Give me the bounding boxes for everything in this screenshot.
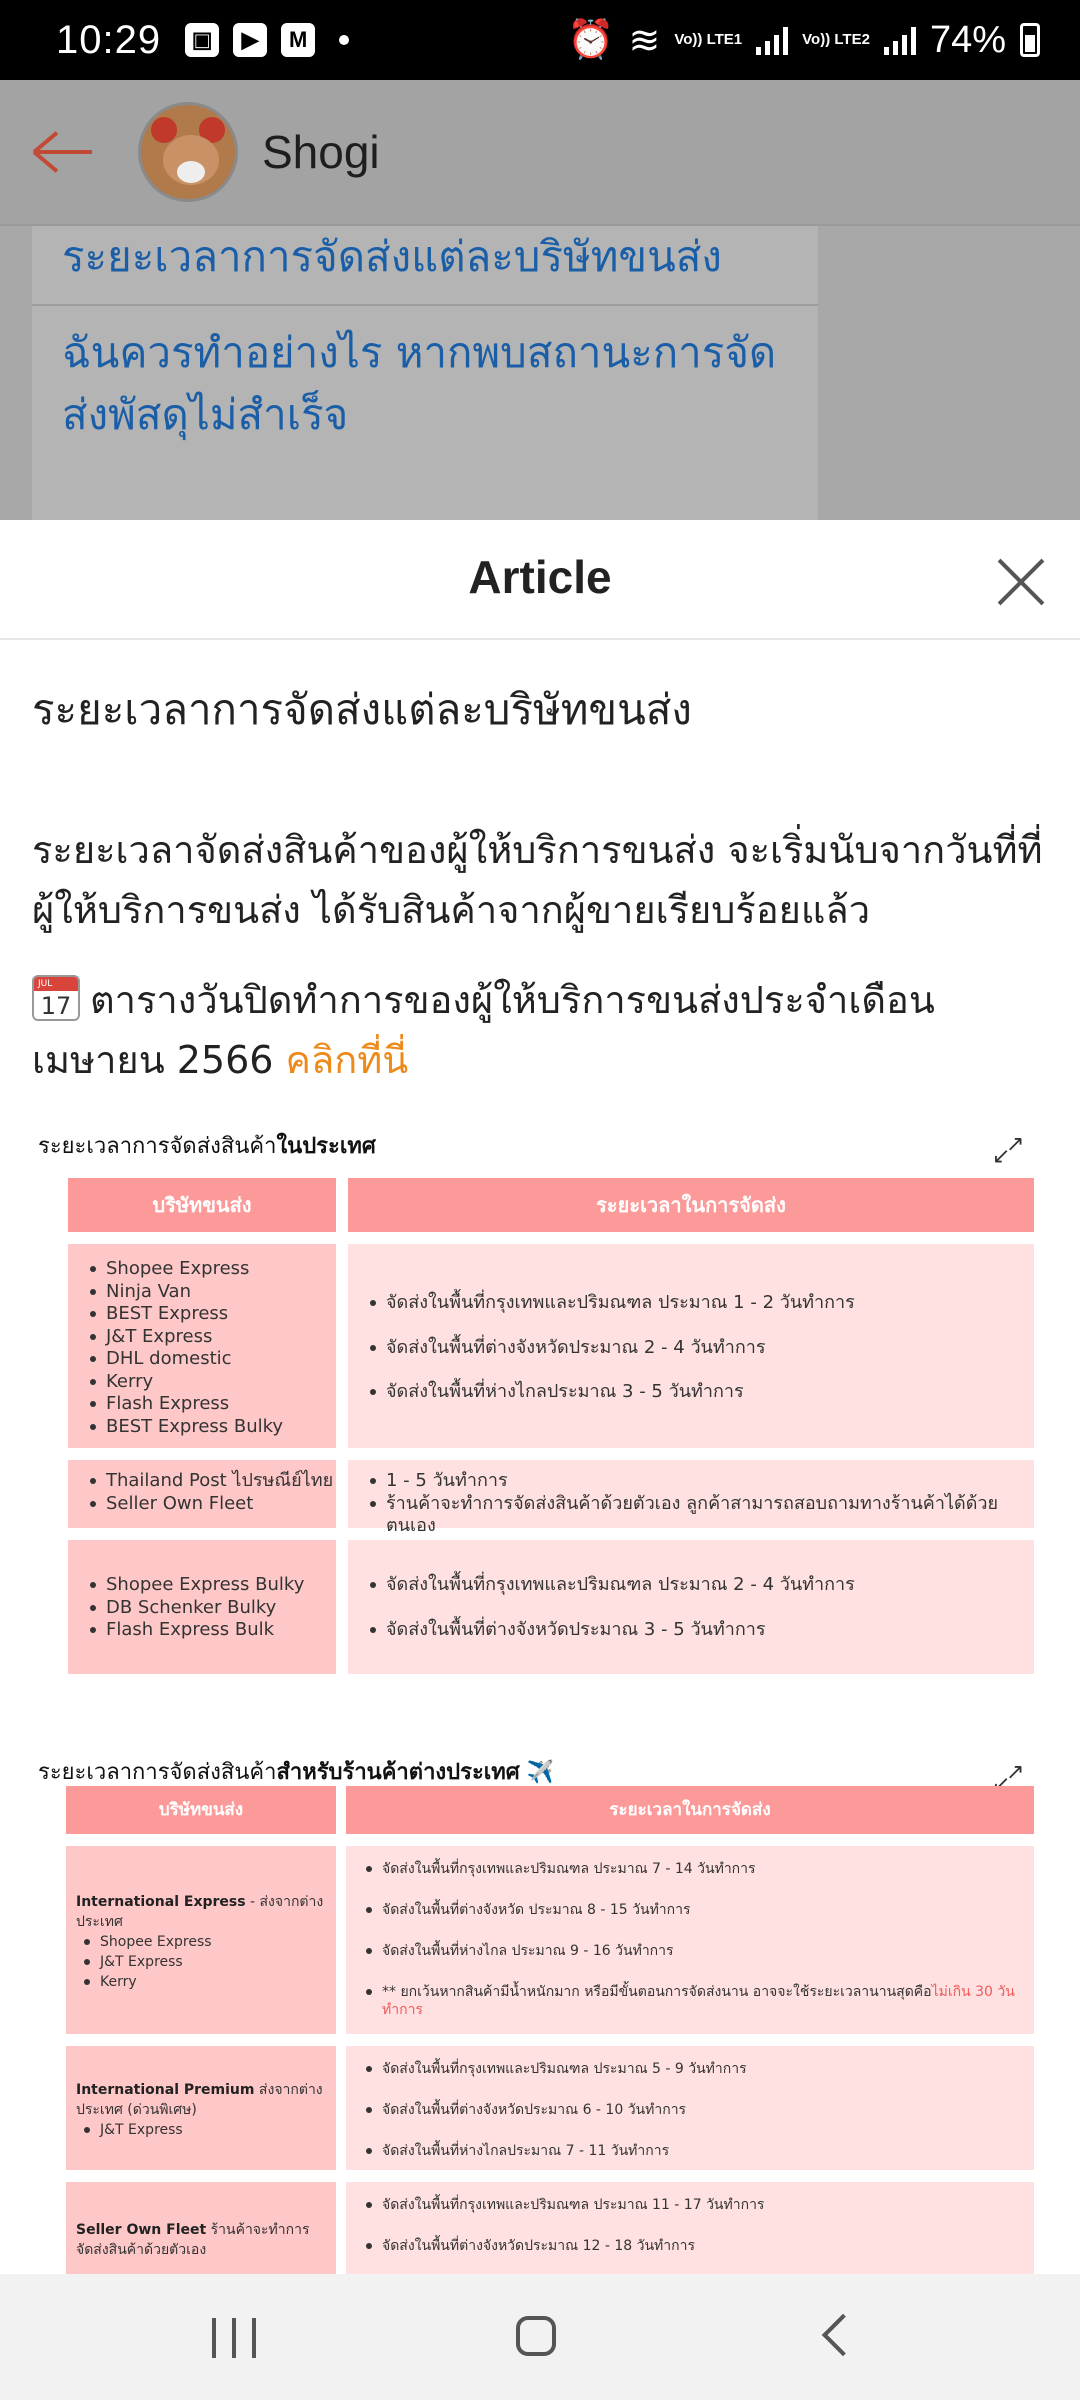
list-item: จัดส่งในพื้นที่กรุงเทพและปริมณฑล ประมาณ 2 - 4 วันทำการ [368,1574,1034,1597]
domestic-table-title: ระยะเวลาการจัดส่งสินค้าในประเทศ [38,1134,376,1159]
list-item: จัดส่งในพื้นที่กรุงเทพและปริมณฑล ประมาณ 5 - 9 วันทำการ [364,2060,1034,2078]
table-cell-durations [346,1846,1034,2034]
list-item: BEST Express Bulky [88,1416,336,1439]
table-cell-durations [348,1244,1034,1448]
list-item: จัดส่งในพื้นที่กรุงเทพและปริมณฑล ประมาณ 1 - 2 วันทำการ [368,1292,1034,1315]
holiday-text: ตารางวันปิดทำการของผู้ให้บริการขนส่งประจำเดือนเมษายน 2566 [32,978,935,1082]
list-item: 1 - 5 วันทำการ [368,1470,1034,1493]
faq-link-delivery-time[interactable]: ระยะเวลาการจัดส่งแต่ละบริษัทขนส่ง [62,232,722,281]
back-arrow-icon[interactable] [34,132,94,172]
service-label: International Express - ส่งจากต่างประเทศ [76,1894,324,1930]
table-cell-carriers [66,2182,336,2274]
home-icon[interactable] [516,2316,556,2356]
list-item: จัดส่งในพื้นที่ต่างจังหวัด ประมาณ 8 - 15 วันทำการ [364,1901,1034,1919]
gallery-icon: ▣ [185,23,219,57]
faq-card [32,226,818,520]
list-item: BEST Express [88,1303,336,1326]
list-item: จัดส่งในพื้นที่ต่างจังหวัดประมาณ 2 - 4 วันทำการ [368,1337,1034,1360]
list-item: จัดส่งในพื้นที่ห่างไกลประมาณ 3 - 5 วันทำการ [368,1381,1034,1404]
list-item: จัดส่งในพื้นที่กรุงเทพและปริมณฑล ประมาณ 11 - 17 วันทำการ [364,2196,1034,2214]
recents-icon[interactable] [212,2318,256,2358]
list-item: จัดส่งในพื้นที่ห่างไกล ประมาณ 9 - 16 วันทำการ [364,1942,1034,1960]
list-item: Kerry [82,1972,326,1992]
article-sheet [0,520,1080,2274]
list-item: J&T Express [82,1952,326,1972]
table-cell-durations [348,1540,1034,1674]
article-paragraph: ระยะเวลาจัดส่งสินค้าของผู้ให้บริการขนส่ง จะเริ่มนับจากวันที่ที่ผู้ให้บริการขนส่ง ได้รับสินค้าจากผู้ขายเรียบร้อยแล้ว [32,828,1043,932]
service-label: Seller Own Fleet ร้านค้าจะทำการจัดส่งสินค้าด้วยตัวเอง [76,2222,310,2258]
nav-back-icon[interactable] [822,2314,864,2356]
battery-percent: 74% [929,18,1006,61]
list-item: ** ยกเว้นหากสินค้ามีน้ำหนักมาก หรือมีขั้นตอนการจัดส่งนาน อาจจะใช้ระยะเวลานานสุดคือไม่เกิน 30 วันทำการ [364,1983,1034,2019]
table-cell-carriers [66,1846,336,2034]
table-header-duration: ระยะเวลาในการจัดส่ง [348,1178,1034,1232]
list-item: ร้านค้าจะทำการจัดส่งสินค้าด้วยตัวเอง ลูกค้าสามารถสอบถามทางร้านค้าได้ด้วยตนเอง [368,1493,1034,1538]
table-cell-carriers [68,1460,336,1528]
wifi-icon: ≋ [628,19,661,62]
battery-icon [1020,23,1040,57]
status-right [567,18,1040,63]
list-item: Shopee Express [88,1258,336,1281]
list-item: J&T Express [82,2120,326,2140]
youtube-icon: ▶ [233,23,267,57]
signal2-icon [884,25,916,55]
list-item: DB Schenker Bulky [88,1597,336,1620]
list-item: จัดส่งในพื้นที่ต่างจังหวัดประมาณ 6 - 10 วันทำการ [364,2101,1034,2119]
list-item: Seller Own Fleet [88,1493,336,1516]
table-cell-carriers [68,1244,336,1448]
chat-app-bar [0,80,1080,226]
click-here-link[interactable]: คลิกที่นี่ [285,1038,409,1082]
table-header-carrier: บริษัทขนส่ง [68,1178,336,1232]
status-time: 10:29 [56,17,162,62]
list-item: จัดส่งในพื้นที่ต่างจังหวัดประมาณ 3 - 5 วันทำการ [368,1619,1034,1642]
avatar [138,102,238,202]
list-item: Thailand Post ไปรษณีย์ไทย [88,1470,336,1493]
list-item: จัดส่งในพื้นที่ต่างจังหวัดประมาณ 12 - 18 วันทำการ [364,2237,1034,2255]
sheet-title: Article [468,551,612,603]
table-cell-durations [346,2046,1034,2170]
sheet-header [0,520,1080,640]
list-item: Flash Express Bulk [88,1619,336,1642]
sim1-label: Vo)) LTE1 [674,31,743,48]
airplane-icon: ✈️ [526,1760,555,1785]
more-notifications-icon [339,35,349,45]
list-item: Kerry [88,1371,336,1394]
article-heading: ระยะเวลาการจัดส่งแต่ละบริษัทขนส่ง [32,685,692,734]
alarm-icon: ⏰ [567,19,615,61]
calendar-icon: JUL 17 [32,975,80,1021]
chat-screen-dimmed [0,80,1080,520]
list-item: จัดส่งในพื้นที่กรุงเทพและปริมณฑล ประมาณ 7 - 14 วันทำการ [364,1860,1034,1878]
list-item: J&T Express [88,1326,336,1349]
chat-title: Shogi [262,126,380,178]
table-header-duration: ระยะเวลาในการจัดส่ง [346,1786,1034,1834]
close-icon[interactable] [994,556,1046,608]
table-cell-durations [346,2182,1034,2274]
table-header-carrier: บริษัทขนส่ง [66,1786,336,1834]
list-item: จัดส่งในพื้นที่ห่างไกลประมาณ 7 - 11 วันทำการ [364,2142,1034,2160]
table-cell-carriers [68,1540,336,1674]
sim2-label: Vo)) LTE2 [802,31,870,48]
gmail-icon: M [281,23,315,57]
expand-icon[interactable] [990,1138,1032,1180]
service-label: International Premium ส่งจากต่างประเทศ (ด่วนพิเศษ) [76,2082,323,2118]
list-item: Shopee Express [82,1932,326,1952]
table-cell-durations [348,1460,1034,1536]
faq-link-failed-delivery[interactable]: ฉันควรทำอย่างไร หากพบสถานะการจัดส่งพัสดุไม่สำเร็จ [62,328,777,439]
system-nav-bar [0,2274,1080,2400]
table-cell-carriers [66,2046,336,2170]
international-table-title: ระยะเวลาการจัดส่งสินค้าสำหรับร้านค้าต่างประเทศ ✈️ [38,1760,555,1785]
signal1-icon [756,25,788,55]
list-item: Ninja Van [88,1281,336,1304]
list-item: Flash Express [88,1393,336,1416]
list-item: Shopee Express Bulky [88,1574,336,1597]
divider [32,304,818,306]
article-holiday-paragraph [32,970,1052,1090]
status-bar [0,0,1080,80]
list-item: DHL domestic [88,1348,336,1371]
